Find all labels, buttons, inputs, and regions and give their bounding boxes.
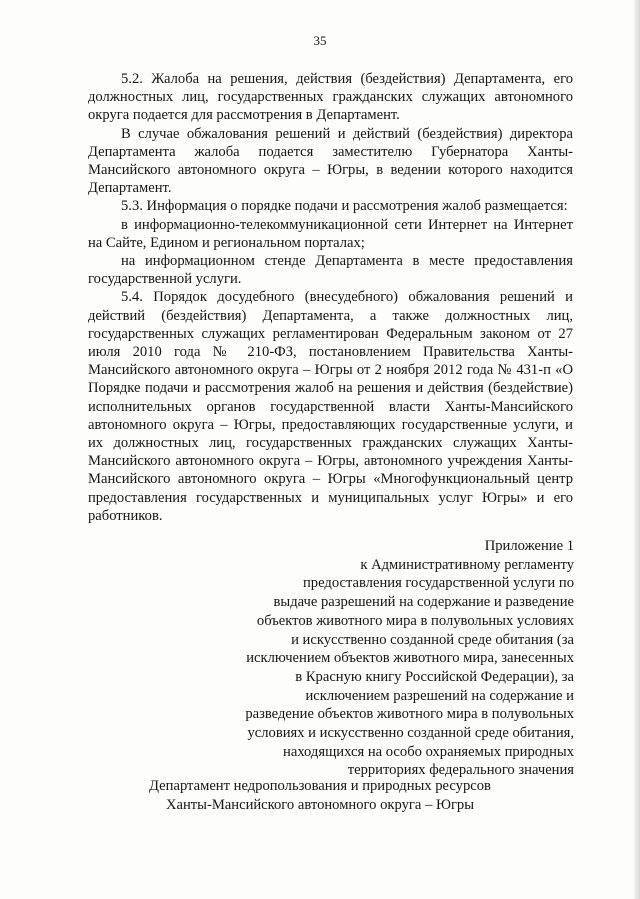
appendix-line: и искусственно созданной среде обитания (за [291, 631, 574, 648]
department-line: Департамент недропользования и природных ресурсов [149, 778, 491, 794]
appendix-line: Приложение 1 [484, 538, 574, 554]
paragraph-info-stand: на информационном стенде Департамента в месте предоставления государственной услуги. [88, 253, 573, 288]
appendix-line: в Красную книгу Российской Федерации), за [295, 668, 574, 685]
paragraph-5-4: 5.4. Порядок досудебного (внесудебного) обжалования решений и действий (бездействия) Департамента, а также должностных лиц, государственных служащих регламентирован Федеральным законом от 27 июля 2010 года № 210-ФЗ, постановлением Правительства Ханты-Мансийского автономного округа – Югры от 2 ноября 2012 года № 431-п «О Порядке подачи и рассмотрения жалоб на решения и действия (бездействие) исполнительных органов государственной власти Ханты-Мансийского автономного округа – Югры, предоставляющих государственные услуги, и их должностных лиц, государственных гражданских служащих Ханты-Мансийского автономного округа – Югры, автономного учреждения Ханты-Мансийского автономного округа – Югры «Многофункциональный центр предоставления государственных и муниципальных услуг Югры» и его работников. [88, 289, 573, 524]
page-edge-shadow [634, 0, 640, 899]
appendix-line: территориях федерального значения [347, 762, 574, 779]
appendix-line: к Административному регламенту [360, 556, 574, 573]
section-5-text [88, 70, 573, 525]
paragraph-5-2: 5.2. Жалоба на решения, действия (бездействия) Департамента, его должностных лиц, государственных гражданских служащих автономного округа подается для рассмотрения в Департамент. [88, 71, 573, 124]
appendix-line: условиях и искусственно созданной среде обитания, [247, 725, 574, 742]
appendix-line: объектов животного мира в полувольных условиях [256, 612, 574, 629]
appendix-header [230, 537, 574, 780]
appendix-line: предоставления государственной услуги по [303, 575, 574, 592]
appendix-line: разведение объектов животного мира в полувольных [245, 706, 574, 723]
appendix-line: исключением разрешений на содержание и [305, 687, 574, 704]
department-heading [0, 777, 640, 814]
appendix-line: исключением объектов животного мира, занесенных [246, 650, 574, 667]
page-number: 35 [313, 33, 327, 48]
paragraph-appeal-director: В случае обжалования решений и действий (бездействия) директора Департамента жалоба подается заместителю Губернатора Ханты-Мансийского автономного округа – Югры, в ведении которого находится Департамент. [88, 125, 573, 197]
paragraph-internet: в информационно-телекоммуникационной сети Интернет на Интернет на Сайте, Едином и региональном порталах; [88, 216, 573, 251]
appendix-line: выдаче разрешений на содержание и разведение [273, 594, 574, 611]
paragraph-5-3: 5.3. Информация о порядке подачи и рассмотрения жалоб размещается: [121, 198, 568, 215]
appendix-line: находящихся на особо охраняемых природных [283, 743, 574, 760]
department-line: Ханты-Мансийского автономного округа – Югры [165, 796, 475, 813]
